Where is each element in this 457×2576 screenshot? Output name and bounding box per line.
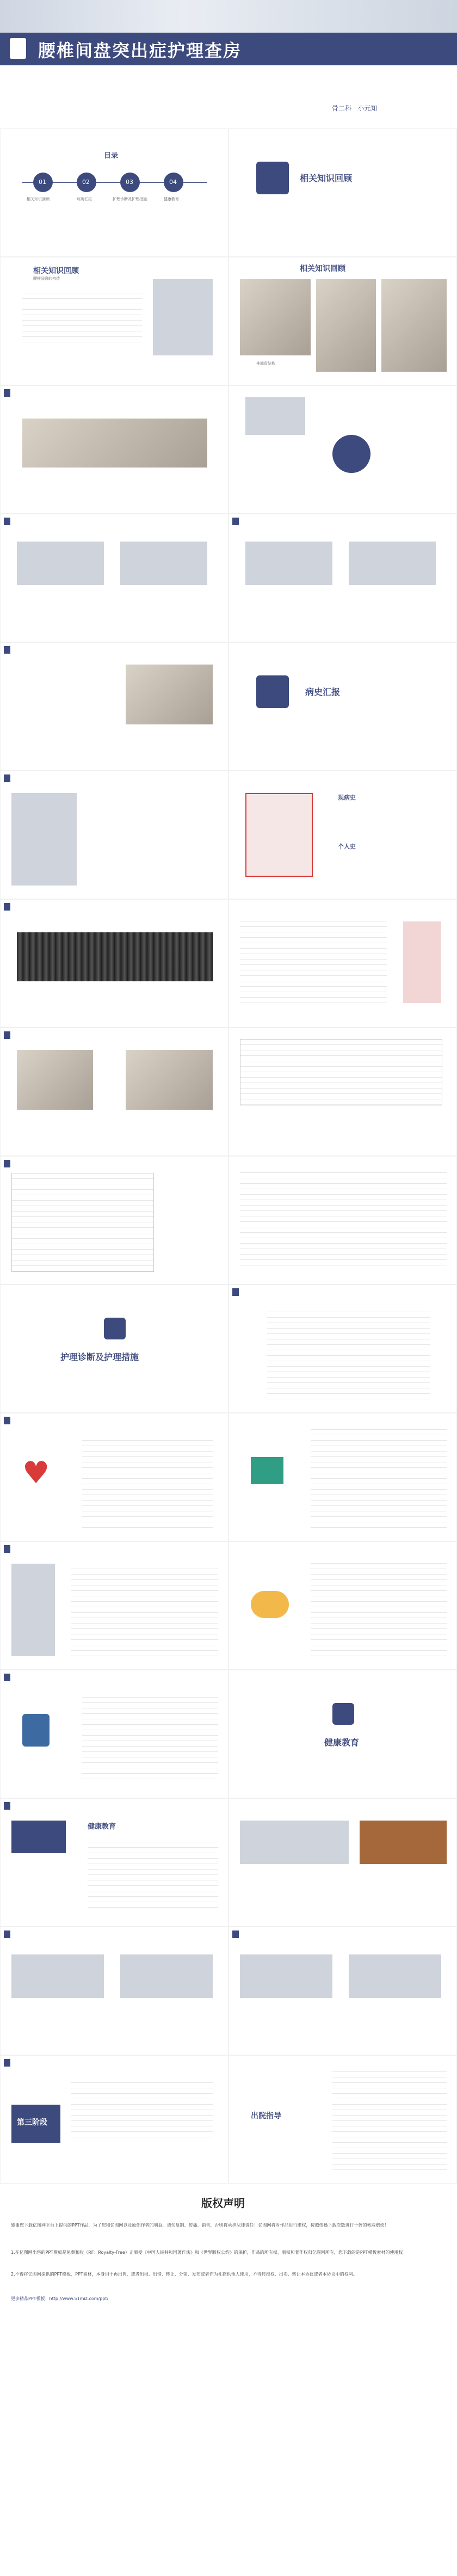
- medication-measures: [311, 1558, 447, 1656]
- presenter: 骨二科 小元知: [332, 104, 378, 112]
- exercise-slide-3: [228, 1927, 457, 2055]
- diagnosis-list: [267, 1307, 430, 1399]
- bed-exercise-image: [240, 1821, 349, 1864]
- slide-tag: [4, 518, 10, 525]
- slide-tag: [4, 1674, 10, 1681]
- femoral-test-2: [349, 542, 436, 585]
- knowledge-slide-2: [228, 257, 457, 385]
- more-templates-link[interactable]: 更多精品PPT模板：http://www.51miz.com/ppt/: [11, 2296, 109, 2301]
- education-text: [88, 1837, 218, 1908]
- straight-leg-test-1: [17, 542, 104, 585]
- toc-num-1: 01: [39, 179, 46, 186]
- femoral-test-1: [245, 542, 332, 585]
- section1-title: 相关知识回顾: [300, 173, 353, 183]
- section4-title: 健康教育: [324, 1737, 360, 1748]
- discharge-text: [332, 2067, 447, 2170]
- medication-slide: [228, 1541, 457, 1670]
- pathology-slide: [0, 385, 228, 514]
- disc-illustration: [240, 279, 311, 355]
- complication-measures: [71, 1564, 218, 1656]
- copyright-para-2: 1.在亿图网出售的PPT模板是免费和收（RF：Royalty-Free）正版受《中国人民共和国著作法》和《世界版权公约》的保护，作品的所有权、版权和著作权归亿图网所有，您下载的是PPT模板素材的使用权。: [11, 2250, 407, 2255]
- classification-slide: [228, 385, 457, 514]
- knowledge-title: 相关知识回顾: [33, 267, 79, 275]
- slide-tag: [4, 1545, 10, 1553]
- section-icon-4: [332, 1703, 354, 1725]
- lying-figure: [360, 1821, 447, 1864]
- exercise-image-4: [349, 1954, 441, 1998]
- surgery-image-1: [17, 1050, 93, 1110]
- section-icon-3: [104, 1318, 126, 1339]
- toc-label-3: 护理诊断及护理措施: [113, 197, 147, 201]
- slide-tag: [4, 774, 10, 782]
- treatment-course-slide: [228, 899, 457, 1028]
- injury-measures: [311, 1424, 447, 1528]
- toc-num-4: 04: [169, 179, 177, 186]
- slide-tag: [4, 1031, 10, 1039]
- history-title: 现病史: [338, 794, 356, 801]
- ecg-banner: [11, 1821, 66, 1853]
- knowledge-slide-1: [0, 257, 228, 385]
- copyright-title: 版权声明: [201, 2197, 245, 2210]
- complication-slide: [0, 1541, 228, 1670]
- lab-sheet-slide: [228, 1156, 457, 1284]
- pain-measures: [82, 1435, 213, 1528]
- disc-caption: 椎间盘结构: [256, 361, 275, 366]
- toc-label-4: 健康教育: [164, 197, 179, 201]
- slide-tag: [4, 646, 10, 654]
- disc-stages-image: [22, 419, 207, 468]
- slide-tag: [4, 1160, 10, 1167]
- exam-slide-2: [228, 514, 457, 642]
- exam-slide-1: [0, 514, 228, 642]
- cover-title: 腰椎间盘突出症护理查房: [38, 40, 242, 61]
- exercise-slide-1: [228, 1798, 457, 1927]
- straight-leg-test-2: [120, 542, 207, 585]
- slide-tag: [4, 903, 10, 911]
- surgery-image-2: [126, 1050, 213, 1110]
- section4-slide: [228, 1670, 457, 1798]
- vitals-table: [240, 1039, 442, 1105]
- stage3-slide: [0, 2055, 228, 2184]
- nurse-illustration: [403, 921, 441, 1003]
- pain-slide: [0, 1413, 228, 1541]
- document-icon: [10, 38, 26, 59]
- clipboard-icon: [245, 793, 313, 877]
- spine-diagram: [153, 279, 213, 355]
- slide-tag: [4, 1802, 10, 1810]
- toc-title: 目录: [104, 152, 119, 160]
- education-slide: [0, 1798, 228, 1927]
- vertebra-photo: [381, 279, 447, 372]
- anxiety-slide: [0, 1670, 228, 1798]
- knowledge-title-2: 相关知识回顾: [300, 265, 345, 273]
- stage3-title: 第三阶段: [17, 2118, 47, 2127]
- toc-num-2: 02: [82, 179, 90, 186]
- case-slide-2: [228, 771, 457, 899]
- stage3-text: [71, 2077, 213, 2137]
- diagnosis-list-slide: [228, 1284, 457, 1413]
- section2-title: 病史汇报: [305, 687, 341, 697]
- discharge-title: 出院指导: [251, 2112, 281, 2120]
- toc-slide: [0, 128, 228, 257]
- slide-tag: [232, 1288, 239, 1296]
- vertebra-image: [245, 397, 305, 435]
- education-title: 健康教育: [88, 1823, 116, 1831]
- treatment-slide: [0, 642, 228, 771]
- personal-title: 个人史: [338, 843, 356, 850]
- section-icon: [256, 162, 289, 194]
- slide-tag: [4, 2059, 10, 2067]
- toc-num-3: 03: [126, 179, 133, 186]
- slide-tag: [232, 518, 239, 525]
- lab-sheet: [240, 1167, 447, 1265]
- body-illustration: [11, 793, 77, 886]
- section-icon-2: [256, 675, 289, 708]
- lab-table: [11, 1173, 154, 1272]
- section3-slide: [0, 1284, 228, 1413]
- copyright-slide: [0, 2184, 457, 2576]
- anxiety-measures: [82, 1692, 218, 1779]
- section2-slide: [228, 642, 457, 771]
- exercise-image-3: [240, 1954, 332, 1998]
- vitals-table-slide: [228, 1028, 457, 1156]
- imaging-slide: [0, 899, 228, 1028]
- cover-slide: [0, 0, 457, 129]
- copyright-para-1: 感谢您下载亿图网平台上提供的PPT作品，为了您和亿图网以及原创作者的利益，请勿复制、传播、销售，否则将承担法律责任！亿图网将对作品进行维权，按照传播下载次数进行十倍的索取赔偿！: [11, 2223, 389, 2228]
- doctor-photo: [0, 0, 457, 33]
- back-exercise-1: [11, 1954, 104, 1998]
- surgery-slide: [0, 1028, 228, 1156]
- body-outline: [11, 1564, 55, 1656]
- center-circle: [332, 435, 370, 473]
- bottle-icon: [22, 1714, 50, 1747]
- discharge-slide: [228, 2055, 457, 2184]
- case-slide-1: [0, 771, 228, 899]
- surgery-photo: [126, 665, 213, 724]
- knowledge-text-block: [22, 288, 142, 342]
- toc-label-1: 相关知识回顾: [27, 197, 50, 201]
- slide-tag: [4, 1931, 10, 1938]
- copyright-para-3: 2.不得将亿图网提供的PPT模板、PPT素材，本身用于再出售，或者出租、出借、转让、分销、发布或者作为礼物供他人使用，不得转授权、出卖、转让本协议或者本协议中的权利。: [11, 2272, 357, 2277]
- ambulance-icon: [251, 1457, 283, 1484]
- course-text: [240, 916, 387, 1003]
- injury-slide: [228, 1413, 457, 1541]
- spine-photo: [316, 279, 376, 372]
- lab-slide: [0, 1156, 228, 1284]
- slide-tag: [4, 1417, 10, 1424]
- heart-icon: ♥: [22, 1455, 50, 1491]
- back-exercise-2: [120, 1954, 213, 1998]
- section3-title: 护理诊断及护理措施: [60, 1352, 139, 1362]
- slide-tag: [4, 389, 10, 397]
- knowledge-subtitle: 腰椎间盘的构造: [33, 276, 60, 281]
- capsule-icon: [251, 1591, 289, 1618]
- exercise-slide-2: [0, 1927, 228, 2055]
- slide-tag: [232, 1931, 239, 1938]
- mri-strip: [17, 932, 213, 981]
- section1-slide: [228, 128, 457, 257]
- toc-label-2: 病历汇报: [77, 197, 92, 201]
